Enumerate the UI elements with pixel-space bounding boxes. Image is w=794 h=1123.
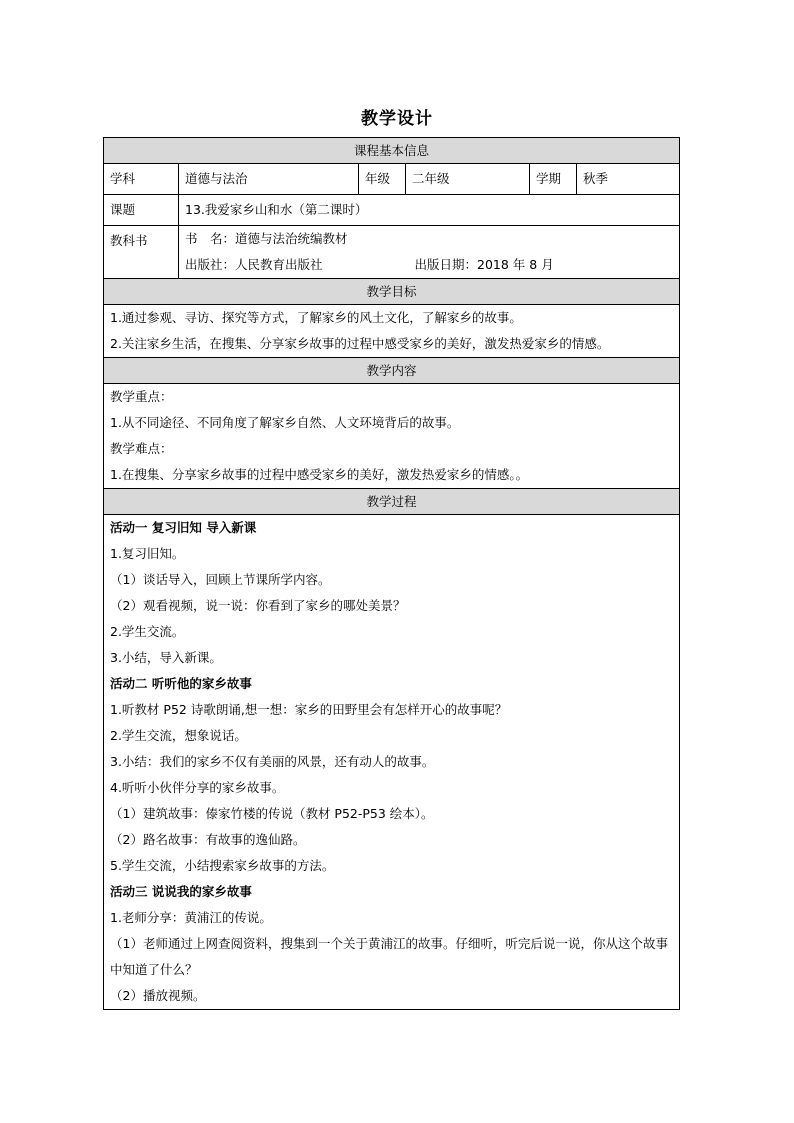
process-step: 1.老师分享：黄浦江的传说。 [110,910,272,925]
difficult-points-label: 教学难点： [110,441,173,456]
process-step: 4.听听小伙伴分享的家乡故事。 [110,780,285,795]
key-points-label: 教学重点： [110,389,173,404]
process-step: 3.小结：我们的家乡不仅有美丽的风景，还有动人的故事。 [110,754,435,769]
grade-label: 年级 [359,164,406,195]
subject-label: 学科 [104,164,179,195]
term-value: 秋季 [577,164,680,195]
key-point-item: 1.从不同途径、不同角度了解家乡自然、人文环境背后的故事。 [110,415,460,430]
page-title: 教学设计 [361,109,433,129]
textbook-label-text: 教科书 [110,233,148,248]
process-step: 5.学生交流，小结搜索家乡故事的方法。 [110,858,335,873]
goals-header: 教学目标 [104,279,680,305]
process-step: 1.复习旧知。 [110,546,185,561]
basic-info-header: 课程基本信息 [104,138,680,164]
subject-value: 道德与法治 [179,164,359,195]
activity-heading: 活动一 复习旧知 导入新课 [110,520,257,535]
process-step: （1）老师通过上网查阅资料，搜集到一个关于黄浦江的故事。仔细听，听完后说一说，你从这个故事中知道了什么？ [110,936,668,977]
grade-value: 二年级 [406,164,530,195]
process-header: 教学过程 [104,489,680,515]
content-header: 教学内容 [104,358,680,384]
publisher: 出版社：人民教育出版社 [185,257,323,272]
textbook-label [104,226,179,279]
process-step: （1）建筑故事：傣家竹楼的传说（教材 P52-P53 绘本）。 [110,806,434,821]
topic-label: 课题 [104,195,179,226]
process-step: 2.学生交流，想象说话。 [110,728,247,743]
process-step: 2.学生交流。 [110,624,185,639]
publish-date: 出版日期：2018 年 8 月 [414,257,554,272]
difficult-point-item: 1.在搜集、分享家乡故事的过程中感受家乡的美好，激发热爱家乡的情感。。 [110,467,529,482]
goal-item: 2.关注家乡生活，在搜集、分享家乡故事的过程中感受家乡的美好，激发热爱家乡的情感。 [110,336,610,351]
lesson-plan-table [103,137,680,1010]
topic-value: 13.我爱家乡山和水（第二课时） [179,195,680,226]
goals-body [104,305,680,358]
textbook-info [179,226,680,279]
activity-heading: 活动二 听听他的家乡故事 [110,676,252,691]
publisher-line [185,252,673,278]
process-body [104,515,680,1010]
process-step: （1）谈话导入，回顾上节课所学内容。 [110,572,331,587]
activity-heading: 活动三 说说我的家乡故事 [110,884,252,899]
process-step: （2）播放视频。 [110,988,206,1003]
goal-item: 1.通过参观、寻访、探究等方式，了解家乡的风土文化，了解家乡的故事。 [110,310,522,325]
process-step: 1.听教材 P52 诗歌朗诵,想一想：家乡的田野里会有怎样开心的故事呢？ [110,702,508,717]
process-step: （2）观看视频，说一说：你看到了家乡的哪处美景？ [110,598,406,613]
process-step: 3.小结，导入新课。 [110,650,222,665]
content-body [104,384,680,489]
term-label: 学期 [530,164,577,195]
book-name: 书 名：道德与法治统编教材 [185,231,348,246]
process-step: （2）路名故事：有故事的逸仙路。 [110,832,306,847]
